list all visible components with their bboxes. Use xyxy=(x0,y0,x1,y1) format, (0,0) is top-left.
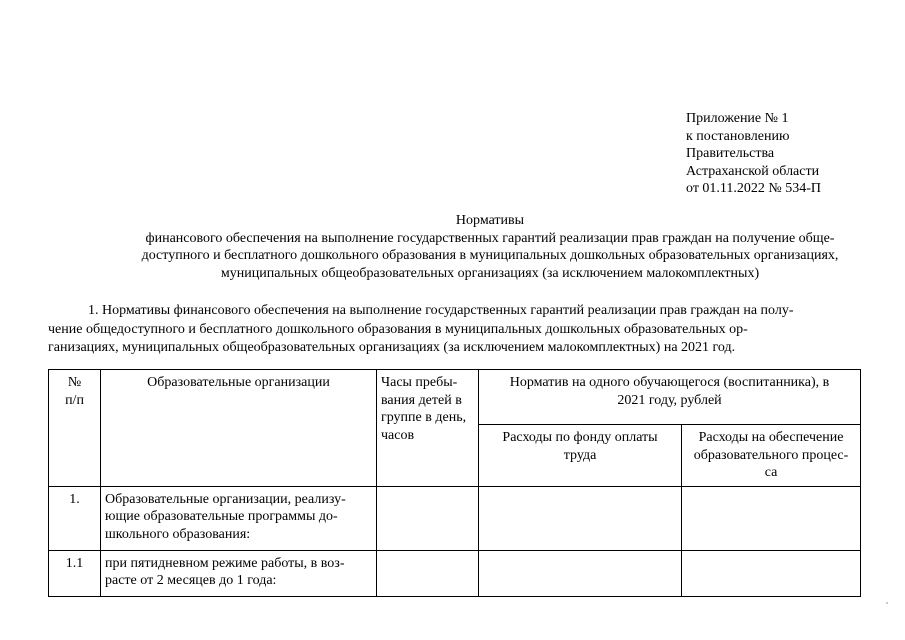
row-process xyxy=(682,550,861,596)
header-process-line: образовательного процес- xyxy=(693,447,849,463)
row-org xyxy=(101,486,377,550)
appendix-line: к постановлению xyxy=(686,128,790,144)
header-num xyxy=(49,370,101,487)
appendix-line: Приложение № 1 xyxy=(686,111,789,126)
row-labor xyxy=(479,486,682,550)
paragraph-line: ганизациях, муниципальных общеобразовательных организациях (за исключением малокомплектных) на 2021 год. xyxy=(48,340,736,355)
title-line: муниципальных общеобразовательных организациях (за исключением малокомплектных) xyxy=(220,265,760,281)
header-hours-line: Часы пребы- xyxy=(381,375,458,390)
row-org-line: при пятидневном режиме работы, в воз- xyxy=(105,555,345,571)
title-line: финансового обеспечения на выполнение государственных гарантий реализации прав граждан на получение обще- xyxy=(145,230,835,246)
header-rate xyxy=(479,370,861,425)
norms-table xyxy=(48,369,861,597)
row-num: 1.1 xyxy=(49,550,101,596)
header-process-line: са xyxy=(764,465,778,480)
row-org-line: расте от 2 месяцев до 1 года: xyxy=(105,573,277,588)
header-process-line: Расходы на обеспечение xyxy=(698,430,844,445)
paragraph-line: чение общедоступного и бесплатного дошкольного образования в муниципальных дошкольных образовательных ор- xyxy=(48,321,748,337)
header-hours-line: вания детей в xyxy=(381,392,462,408)
header-hours xyxy=(377,370,479,487)
appendix-line: от 01.11.2022 № 534-П xyxy=(686,181,822,196)
paragraph-line: 1. Нормативы финансового обеспечения на выполнение государственных гарантий реализации прав граждан на полу- xyxy=(88,303,794,318)
header-labor-line: труда xyxy=(563,447,597,463)
header-process xyxy=(682,425,861,487)
header-hours-line: часов xyxy=(381,427,415,443)
appendix-block xyxy=(686,110,886,198)
header-labor xyxy=(479,425,682,487)
row-org-line: ющие образовательные программы до- xyxy=(105,509,338,524)
header-num-line: п/п xyxy=(65,392,84,408)
header-labor-line: Расходы по фонду оплаты xyxy=(502,430,658,445)
appendix-line: Правительства xyxy=(686,146,775,161)
row-hours xyxy=(377,486,479,550)
header-num-line: № xyxy=(67,375,82,390)
table-row xyxy=(49,486,861,550)
row-process xyxy=(682,486,861,550)
row-hours xyxy=(377,550,479,596)
document-title xyxy=(60,212,905,282)
title-heading: Нормативы xyxy=(455,213,525,228)
appendix-line: Астраханской области xyxy=(686,163,820,179)
row-num: 1. xyxy=(49,486,101,550)
table-header-row xyxy=(49,370,861,425)
table-row xyxy=(49,550,861,596)
scan-speck xyxy=(886,602,888,604)
row-org-line: школьного образования: xyxy=(105,526,251,542)
row-org xyxy=(101,550,377,596)
header-hours-line: группе в день, xyxy=(381,410,467,425)
section-paragraph xyxy=(48,302,868,358)
row-org-line: Образовательные организации, реализу- xyxy=(105,491,346,507)
row-labor xyxy=(479,550,682,596)
header-rate-line: 2021 году, рублей xyxy=(617,392,722,408)
header-org: Образовательные организации xyxy=(101,370,377,487)
title-line: доступного и бесплатного дошкольного образования в муниципальных дошкольных образовательных организациях, xyxy=(141,248,839,263)
header-rate-line: Норматив на одного обучающегося (воспитанника), в xyxy=(509,375,830,390)
